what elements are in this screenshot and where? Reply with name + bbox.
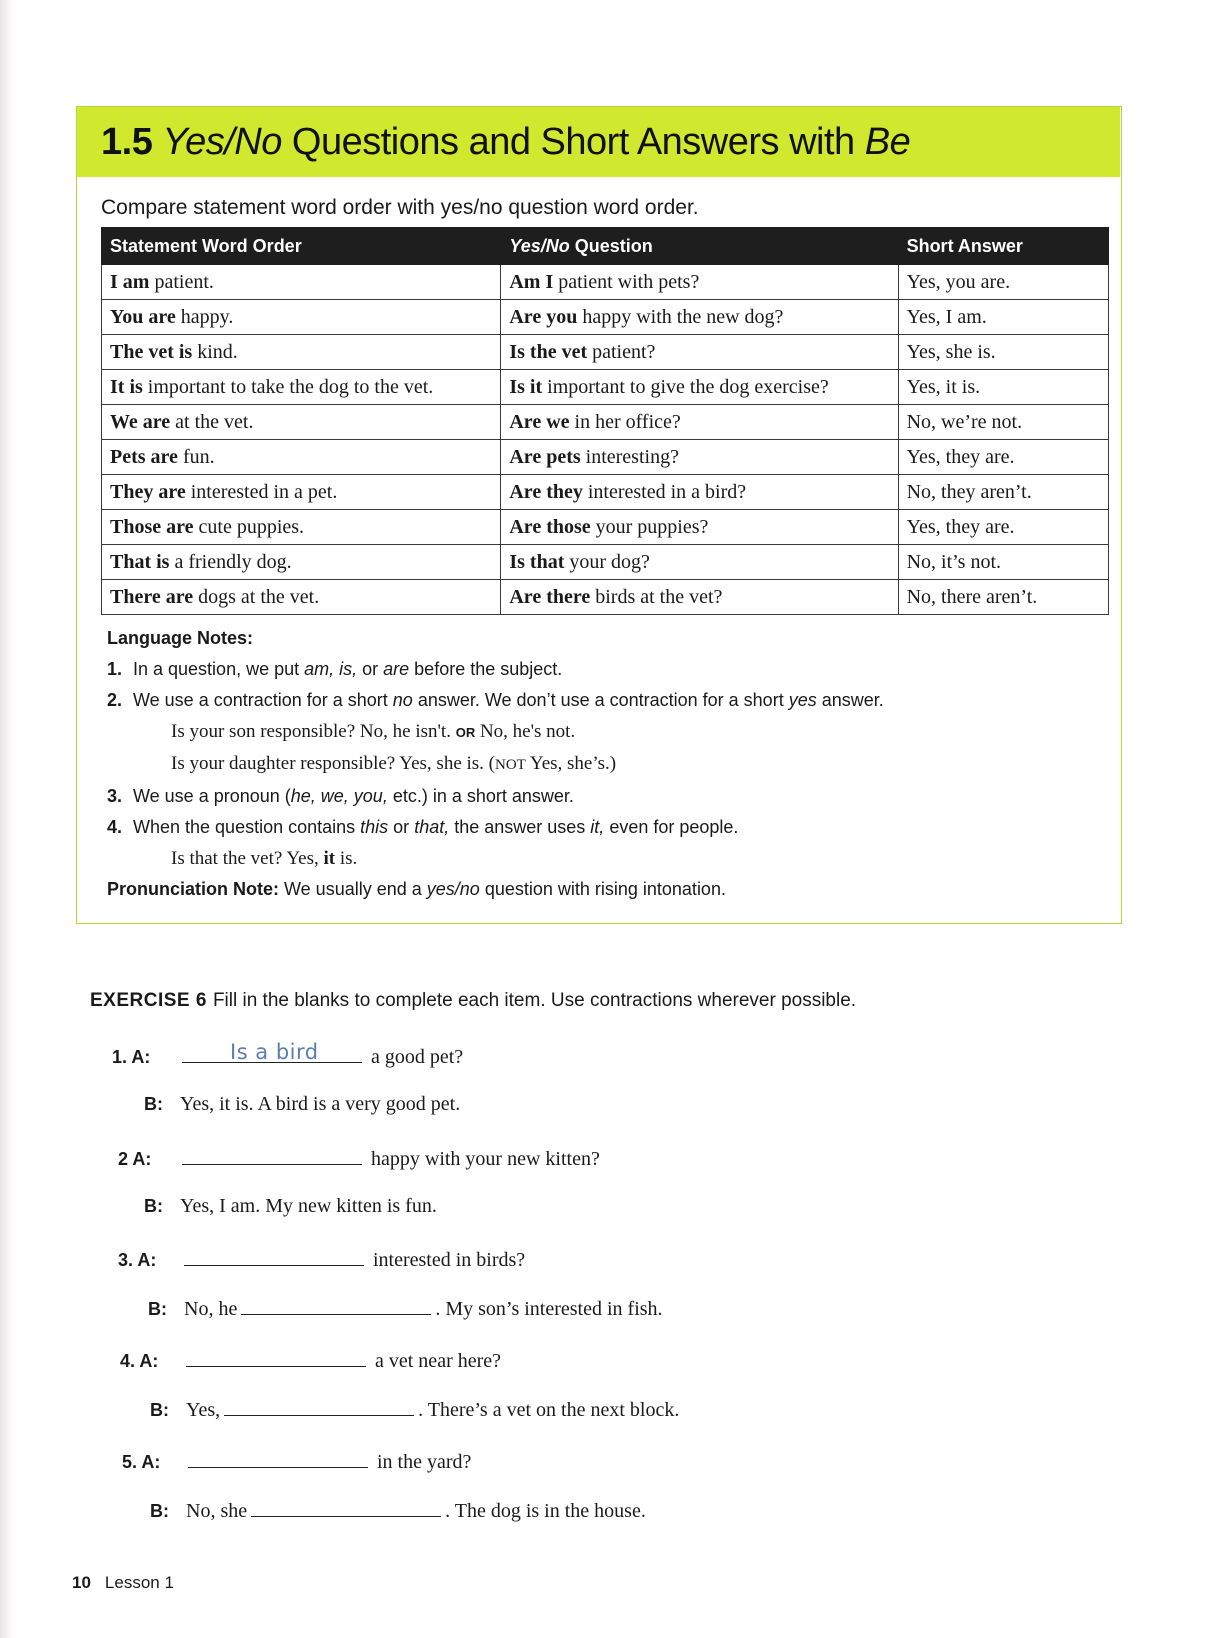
item-3-b: B: No, he . My son’s interested in fish. [148,1292,663,1323]
statement-cell: We are at the vet. [102,405,501,440]
grammar-header [77,107,1120,177]
item-5-a: 5. A: in the yard? [122,1445,471,1476]
statement-cell: The vet is kind. [102,335,501,370]
statement-cell: Pets are fun. [102,440,501,475]
title-italic: Yes/No [162,121,282,163]
exercise-heading [90,987,856,1015]
short-answer-cell: Yes, she is. [898,335,1108,370]
title-middle: Questions and Short Answers with [281,121,865,163]
item-2-b: B: Yes, I am. My new kitten is fun. [144,1195,437,1217]
page-number: 10 [72,1573,91,1592]
short-answer-cell: Yes, they are. [898,510,1108,545]
item-1-a: 1. A: Is a bird a good pet? [112,1040,464,1068]
question-cell: Am I patient with pets? [501,265,898,300]
note-2: 2. We use a contraction for a short no answer. We don’t use a contraction for a short yes answer. [107,690,884,710]
item-5-b: B: No, she . The dog is in the house. [150,1494,646,1525]
statement-cell: You are happy. [102,300,501,335]
title-end-italic: Be [864,121,911,163]
item-4-a: 4. A: a vet near here? [120,1344,501,1375]
page-edge-shadow [0,0,14,1638]
item-3-a: 3. A: interested in birds? [118,1243,525,1274]
header-answer: Short Answer [898,228,1108,265]
short-answer-cell: Yes, I am. [898,300,1108,335]
table-row [102,335,1109,370]
table-row [102,440,1109,475]
pronunciation-note: Pronunciation Note: We usually end a yes/no question with rising intonation. [107,879,726,899]
header-statement: Statement Word Order [102,228,501,265]
table-row [102,300,1109,335]
answer-blank-2a[interactable] [182,1142,362,1165]
header-question: Yes/No Question [501,228,898,265]
note-2-example-2: Is your daughter responsible? Yes, she is. (NOT Yes, she’s.) [171,753,617,774]
item-4-b: B: Yes, . There’s a vet on the next block. [150,1393,679,1424]
grammar-table [101,227,1109,615]
short-answer-cell: Yes, they are. [898,440,1108,475]
exercise-instructions: Fill in the blanks to complete each item. Use contractions wherever possible. [212,990,857,1011]
short-answer-cell: No, there aren’t. [898,580,1108,615]
statement-cell: Those are cute puppies. [102,510,501,545]
question-cell: Are there birds at the vet? [501,580,898,615]
question-cell: Are pets interesting? [501,440,898,475]
short-answer-cell: No, it’s not. [898,545,1108,580]
question-cell: Is it important to give the dog exercise? [501,370,898,405]
notes-heading: Language Notes: [107,628,254,648]
statement-cell: There are dogs at the vet. [102,580,501,615]
handwritten-answer: Is a bird [230,1040,319,1064]
answer-blank-4b[interactable] [224,1393,414,1416]
lesson-label: Lesson 1 [104,1573,174,1592]
short-answer-cell: Yes, it is. [898,370,1108,405]
table-row [102,475,1109,510]
note-2-example-1: Is your son responsible? No, he isn't. OR No, he's not. [171,721,576,742]
short-answer-cell: No, they aren’t. [898,475,1108,510]
note-4-example: Is that the vet? Yes, it is. [171,848,358,869]
statement-cell: They are interested in a pet. [102,475,501,510]
table-row [102,265,1109,300]
intro-text: Compare statement word order with yes/no question word order. [101,196,699,219]
short-answer-cell: Yes, you are. [898,265,1108,300]
exercise-label: EXERCISE 6 [90,990,207,1011]
item-2-a: 2 A: happy with your new kitten? [118,1142,600,1173]
table-row [102,580,1109,615]
note-4: 4. When the question contains this or that, the answer uses it, even for people. [107,817,739,837]
page-footer [72,1573,174,1593]
question-cell: Are they interested in a bird? [501,475,898,510]
question-cell: Is the vet patient? [501,335,898,370]
answer-blank-5b[interactable] [251,1494,441,1517]
answer-blank-5a[interactable] [188,1445,368,1468]
answer-blank-3a[interactable] [184,1243,364,1266]
table-row [102,510,1109,545]
question-cell: Are we in her office? [501,405,898,440]
table-row [102,370,1109,405]
question-cell: Are you happy with the new dog? [501,300,898,335]
table-header-row [102,228,1109,265]
statement-cell: That is a friendly dog. [102,545,501,580]
answer-blank-1a[interactable] [182,1040,362,1063]
table-row [102,545,1109,580]
answer-blank-4a[interactable] [186,1344,366,1367]
table-row [102,405,1109,440]
statement-cell: I am patient. [102,265,501,300]
question-cell: Is that your dog? [501,545,898,580]
note-1: 1. In a question, we put am, is, or are before the subject. [107,659,563,679]
answer-blank-3b[interactable] [241,1292,431,1315]
grammar-box [76,106,1122,924]
statement-cell: It is important to take the dog to the vet. [102,370,501,405]
note-3: 3. We use a pronoun (he, we, you, etc.) in a short answer. [107,786,574,806]
table-body [102,265,1109,615]
short-answer-cell: No, we’re not. [898,405,1108,440]
language-notes [107,623,1097,905]
grammar-title [101,115,910,169]
section-number: 1.5 [101,121,153,163]
item-1-b: B: Yes, it is. A bird is a very good pet. [144,1093,461,1115]
question-cell: Are those your puppies? [501,510,898,545]
